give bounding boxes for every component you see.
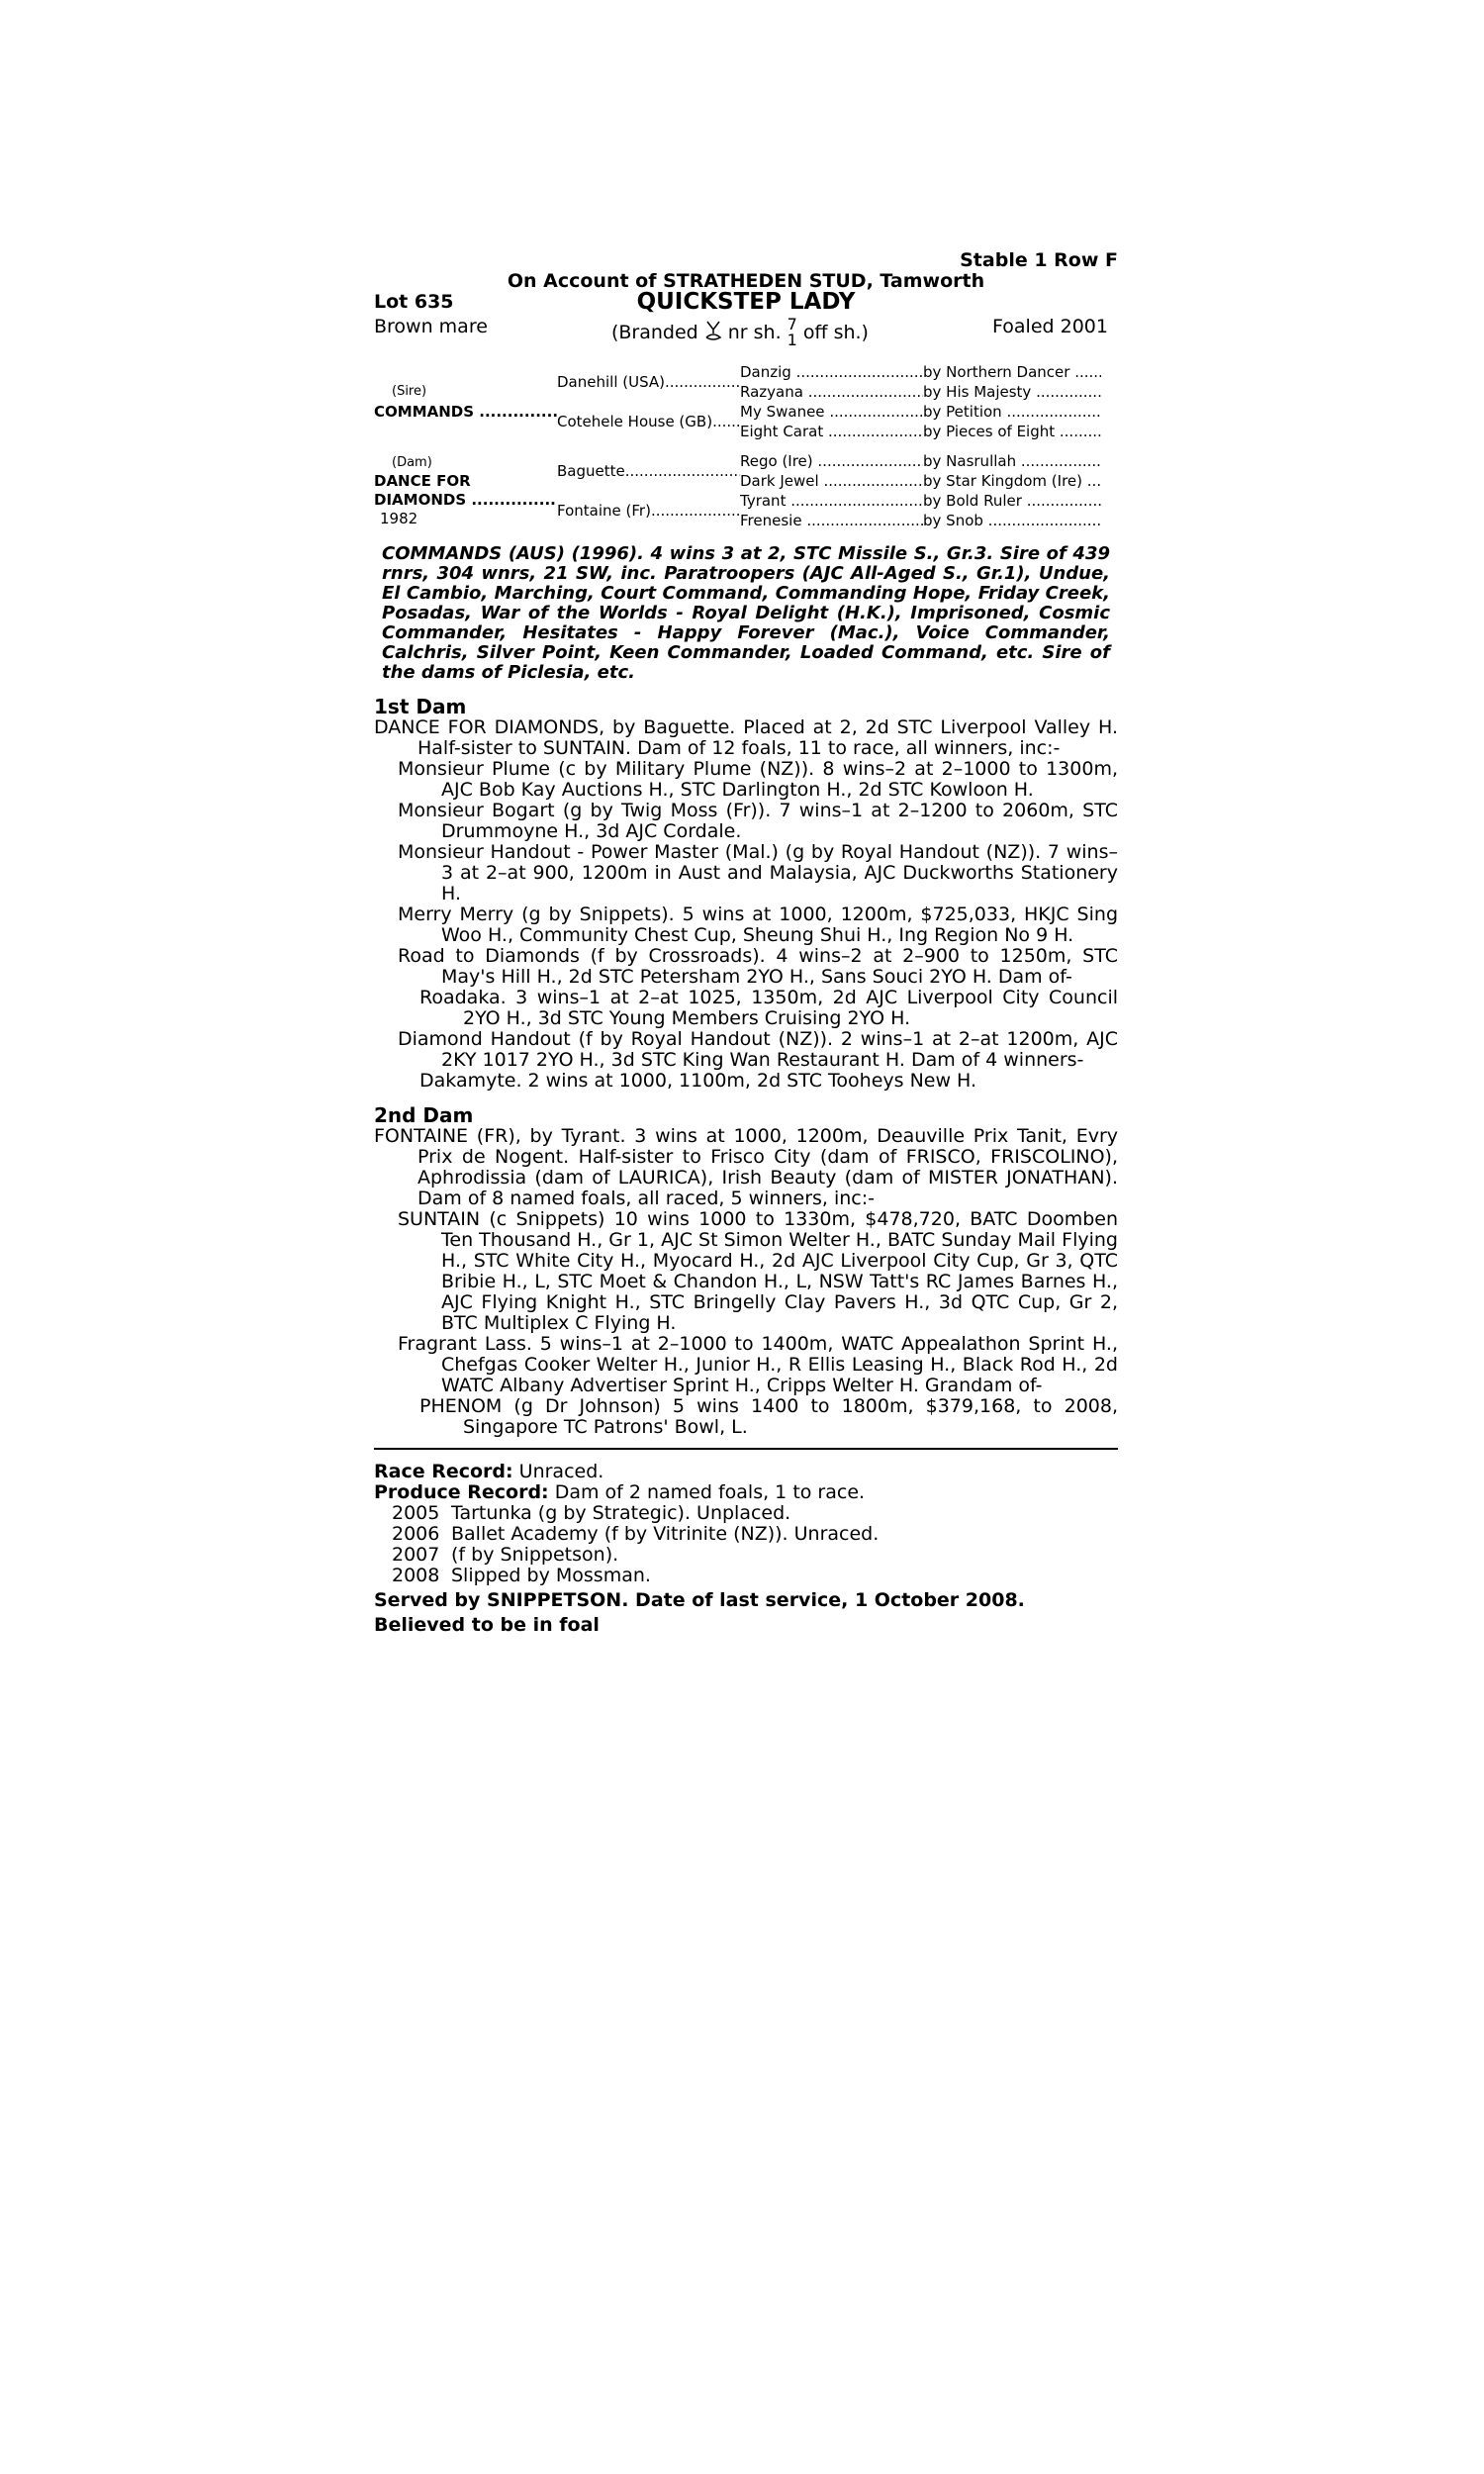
first-dam-heading: 1st Dam	[374, 695, 467, 718]
lot-row	[374, 289, 1118, 315]
brand-mark-icon	[704, 320, 722, 346]
pedigree-ggg: by Petition .....	[923, 402, 1101, 422]
pedigree-ggg: by Pieces of Eight .....	[923, 422, 1101, 441]
pedigree-ggg: by Nasrullah .....	[923, 451, 1101, 471]
pedigree-gg: Razyana .....	[740, 382, 923, 402]
pedigree-ggg: by Star Kingdom (Ire) .....	[923, 471, 1101, 491]
foal-entry: 2007 (f by Snippetson).	[392, 1544, 619, 1566]
sire-summary: COMMANDS (AUS) (1996). 4 wins 3 at 2, STC Missile S., Gr.3. Sire of 439 rnrs, 304 wnrs, 21 SW, inc. Paratroopers (AJC All-Aged S., Gr.1), Undue, El Cambio, Marching, Court Command, Commanding Hope, Friday Creek, Posadas, War of the Worlds - Royal Delight (H.K.), Imprisoned, Cosmic Commander, Hesitates - Happy Forever (Mac.), Voice Commander, Calchris, Silver Point, Keen Commander, Loaded Command, etc. Sire of the dams of Piclesia, etc.	[382, 543, 1110, 683]
vendor-line: On Account of STRATHEDEN STUD, Tamworth	[507, 270, 985, 292]
progeny-entry: Monsieur Plume (c by Military Plume (NZ)). 8 wins–2 at 2–1000 to 1300m, AJC Bob Kay Auctions H., STC Darlington H., 2d STC Kowloon H.	[398, 758, 1118, 801]
progeny-entry: Merry Merry (g by Snippets). 5 wins at 1000, 1200m, $725,033, HKJC Sing Woo H., Community Chest Cup, Sheung Shui H., Ing Region No 9 H.	[398, 904, 1118, 946]
sire-dam: Cotehele House (GB) .....	[557, 402, 740, 441]
dam-cell: (Dam) DANCE FOR DIAMONDS ..... 1982	[374, 451, 557, 530]
progeny-entry: Monsieur Bogart (g by Twig Moss (Fr)). 7 wins–1 at 2–1200 to 2060m, STC Drummoyne H., 3d AJC Cordale.	[398, 800, 1118, 842]
service-info: Served by SNIPPETSON. Date of last service, 1 October 2008.	[374, 1589, 1025, 1611]
brand-number: 7 1	[787, 315, 797, 349]
lot-number: Lot 635	[374, 291, 454, 313]
horse-details	[374, 317, 1118, 348]
grand-progeny-entry: PHENOM (g Dr Johnson) 5 wins 1400 to 1800m, $379,168, to 2008, Singapore TC Patrons' Bowl, L.	[419, 1395, 1118, 1438]
catalogue-page	[374, 250, 1118, 1636]
section-divider	[374, 1448, 1118, 1450]
pedigree-ggg: by Snob .....	[923, 511, 1101, 530]
first-dam-intro: DANCE FOR DIAMONDS, by Baguette. Placed at 2, 2d STC Liverpool Valley H. Half-sister to SUNTAIN. Dam of 12 foals, 11 to race, all winners, inc:-	[374, 716, 1118, 759]
second-dam-heading: 2nd Dam	[374, 1103, 474, 1127]
foal-entry: 2008 Slipped by Mossman.	[392, 1565, 651, 1586]
pedigree-ggg: by Northern Dancer .....	[923, 362, 1101, 382]
pedigree-gg: My Swanee .....	[740, 402, 923, 422]
race-record: Race Record: Unraced.	[374, 1461, 604, 1482]
pedigree-gg: Frenesie .....	[740, 511, 923, 530]
grand-progeny-entry: Dakamyte. 2 wins at 1000, 1100m, 2d STC Tooheys New H.	[419, 1070, 977, 1092]
progeny-entry: Fragrant Lass. 5 wins–1 at 2–1000 to 1400m, WATC Appealathon Sprint H., Chefgas Cooker Welter H., Junior H., R Ellis Leasing H., Black Rod H., 2d WATC Albany Advertiser Sprint H., Cripps Welter H. Grandam of-	[398, 1333, 1118, 1396]
foaled-year: Foaled 2001	[992, 316, 1108, 337]
dam-sire: Baguette .....	[557, 451, 740, 491]
second-dam-intro: FONTAINE (FR), by Tyrant. 3 wins at 1000, 1200m, Deauville Prix Tanit, Evry Prix de Nogent. Half-sister to Frisco City (dam of FRISCO, FRISCOLINO), Aphrodissia (dam of LAURICA), Irish Beauty (dam of MISTER JONATHAN). Dam of 8 named foals, all raced, 5 winners, inc:-	[374, 1125, 1118, 1209]
pedigree-gg: Rego (Ire) .....	[740, 451, 923, 471]
dam-dam: Fontaine (Fr) .....	[557, 491, 740, 530]
progeny-entry: Road to Diamonds (f by Crossroads). 4 wins–2 at 2–900 to 1250m, STC May's Hill H., 2d STC Petersham 2YO H., Sans Souci 2YO H. Dam of-	[398, 945, 1118, 988]
pedigree-gg: Dark Jewel .....	[740, 471, 923, 491]
pedigree-gg: Eight Carat .....	[740, 422, 923, 441]
sire-cell: (Sire) COMMANDS .....	[374, 362, 557, 441]
sire-sire: Danehill (USA) .....	[557, 362, 740, 402]
foal-status: Believed to be in foal	[374, 1614, 600, 1636]
horse-name: QUICKSTEP LADY	[636, 289, 856, 315]
progeny-entry: SUNTAIN (c Snippets) 10 wins 1000 to 1330m, $478,720, BATC Doomben Ten Thousand H., Gr 1, AJC St Simon Welter H., BATC Sunday Mail Flying H., STC White City H., Myocard H., 2d AJC Liverpool City Cup, Gr 3, QTC Bribie H., L, STC Moet & Chandon H., L, NSW Tatt's RC James Barnes H., AJC Flying Knight H., STC Bringelly Clay Pavers H., 3d QTC Cup, Gr 2, BTC Multiplex C Flying H.	[398, 1208, 1118, 1334]
progeny-entry: Diamond Handout (f by Royal Handout (NZ)). 2 wins–1 at 2–at 1200m, AJC 2KY 1017 2YO H., 3d STC King Wan Restaurant H. Dam of 4 winners-	[398, 1028, 1118, 1071]
progeny-entry: Monsieur Handout - Power Master (Mal.) (g by Royal Handout (NZ)). 7 wins–3 at 2–at 900, 1200m in Aust and Malaysia, AJC Duckworths Stationery H.	[398, 841, 1118, 904]
pedigree-ggg: by Bold Ruler .....	[923, 491, 1101, 511]
foal-entry: 2006 Ballet Academy (f by Vitrinite (NZ)). Unraced.	[392, 1523, 880, 1545]
grand-progeny-entry: Roadaka. 3 wins–1 at 2–at 1025, 1350m, 2d AJC Liverpool City Council 2YO H., 3d STC Young Members Cruising 2YO H.	[419, 987, 1118, 1029]
sire-name: COMMANDS .....	[374, 402, 557, 422]
pedigree-gg: Danzig .....	[740, 362, 923, 382]
pedigree-table	[374, 362, 1118, 530]
pedigree-ggg: by His Majesty .....	[923, 382, 1101, 402]
stable-location: Stable 1 Row F	[960, 249, 1118, 271]
foal-entry: 2005 Tartunka (g by Strategic). Unplaced.	[392, 1502, 791, 1524]
produce-record: Produce Record: Dam of 2 named foals, 1 to race.	[374, 1481, 866, 1503]
brand-info: (Branded nr sh. 7 1 off sh.)	[610, 315, 869, 349]
horse-description: Brown mare	[374, 316, 488, 337]
pedigree-gg: Tyrant .....	[740, 491, 923, 511]
